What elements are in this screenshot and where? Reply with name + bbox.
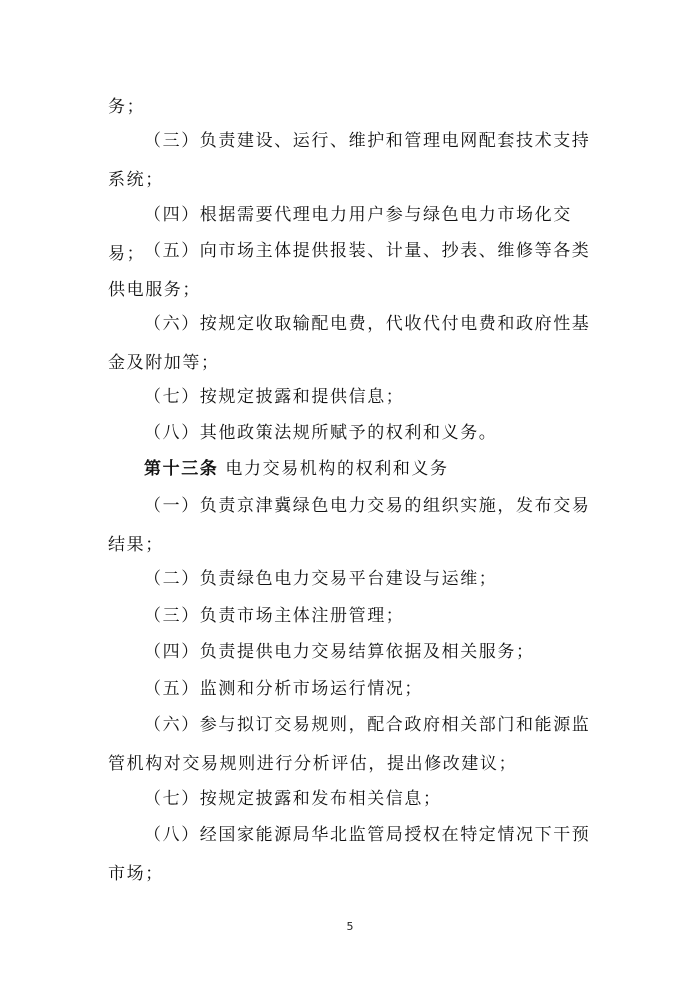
article-13-heading	[108, 450, 594, 489]
paragraph-item-6-exchange: （六）参与拟订交易规则，配合政府相关部门和能源监管机构对交易规则进行分析评估，提出修改建议；	[108, 715, 591, 774]
paragraph-item-7-grid: （七）按规定披露和提供信息；	[144, 387, 405, 407]
article-title: 电力交易机构的权利和义务	[225, 459, 449, 479]
paragraph-item-8-exchange: （八）经国家能源局华北监管局授权在特定情况下干预市场；	[108, 825, 591, 884]
paragraph-item-4-grid: （四）根据需要代理电力用户参与绿色电力市场化交易；	[108, 205, 572, 264]
paragraph-item-5-grid: （五）向市场主体提供报装、计量、抄表、维修等各类供电服务；	[108, 241, 591, 300]
article-number: 第十三条	[144, 459, 219, 479]
paragraph-item-5-exchange: （五）监测和分析市场运行情况；	[144, 679, 423, 699]
paragraph-item-7-exchange: （七）按规定披露和发布相关信息；	[144, 789, 442, 809]
paragraph-item-6-grid: （六）按规定收取输配电费，代收代付电费和政府性基金及附加等；	[108, 314, 591, 373]
paragraph-continuation: 务；	[108, 97, 146, 117]
paragraph-item-3-grid: （三）负责建设、运行、维护和管理电网配套技术支持系统；	[108, 131, 591, 190]
page-number: 5	[346, 920, 354, 933]
paragraph-item-4-exchange: （四）负责提供电力交易结算依据及相关服务；	[144, 642, 535, 662]
paragraph-item-8-grid: （八）其他政策法规所赋予的权利和义务。	[144, 423, 498, 443]
paragraph-item-3-exchange: （三）负责市场主体注册管理；	[144, 606, 405, 626]
paragraph-item-1-exchange: （一）负责京津冀绿色电力交易的组织实施，发布交易结果；	[108, 496, 591, 555]
paragraph-item-2-exchange: （二）负责绿色电力交易平台建设与运维；	[144, 569, 498, 589]
